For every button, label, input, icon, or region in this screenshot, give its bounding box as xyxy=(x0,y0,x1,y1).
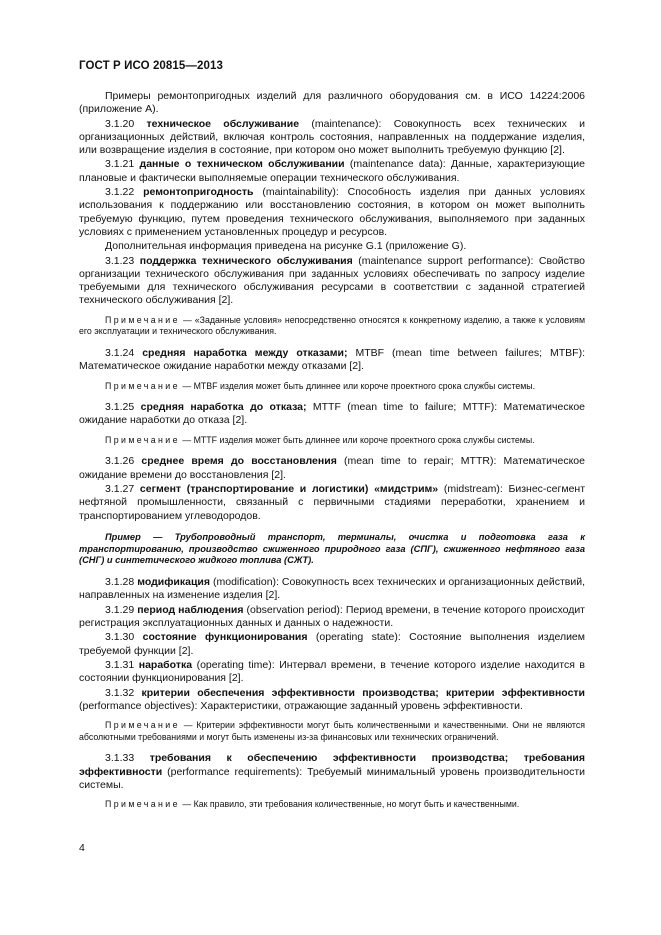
term-3-1-31 xyxy=(79,659,585,686)
term-3-1-27 xyxy=(79,483,585,523)
page-number: 4 xyxy=(79,842,85,854)
term-definition: (performance requirements): Требуемый минимальный уровень производительности системы. xyxy=(79,765,585,791)
term-number: 3.1.22 xyxy=(105,186,135,199)
term-title: данные о техническом обслуживании xyxy=(139,158,345,171)
term-definition: MTTF (mean time to failure; MTTF): Математическое ожидание наработки до отказа [2]. xyxy=(79,401,585,427)
term-title: модификация xyxy=(137,576,211,589)
document-body xyxy=(79,90,585,820)
term-number: 3.1.23 xyxy=(105,254,135,267)
term-3-1-29 xyxy=(79,604,585,631)
term-number: 3.1.21 xyxy=(105,158,135,171)
term-number: 3.1.26 xyxy=(105,455,135,468)
note-3-1-23 xyxy=(79,315,585,338)
term-definition: MTBF (mean time between failures; MTBF): Математическое ожидание наработки между отказами [2]. xyxy=(79,346,585,373)
term-3-1-33 xyxy=(79,752,585,792)
term-title: период наблюдения xyxy=(137,603,244,616)
term-definition: (maintenance support performance): Свойство организации технического обслуживания при заданных условиях обеспечивать по запросу изделие требуемыми для технического обслуживания ресурсами в соответствии с заданной стратегией технического обслуживания [2]. xyxy=(79,254,586,307)
term-number: 3.1.25 xyxy=(105,401,135,414)
term-3-1-24 xyxy=(79,347,585,374)
note-text: — MTBF изделия может быть длиннее или короче проектного срока службы системы. xyxy=(179,380,536,391)
term-number: 3.1.31 xyxy=(105,658,135,671)
term-title: состояние функционирования xyxy=(142,631,308,644)
term-title: средняя наработка до отказа; xyxy=(140,401,307,414)
note-label: Примечание xyxy=(105,720,180,731)
note-label: Примечание xyxy=(105,799,180,810)
term-definition: (maintenance): Совокупность всех технических и организационных действий, включая контроль состояния, направленных на поддержание изделия, или возвращение изделия в состояние, при котором оно может выполнить требуемую функцию [2]. xyxy=(79,117,586,157)
term-number: 3.1.20 xyxy=(105,117,135,130)
note-3-1-33 xyxy=(79,799,585,811)
term-definition: (observation period): Период времени, в течение которого происходит регистрация эксплуатационных данных и данных о надежности. xyxy=(79,603,585,630)
term-3-1-22 xyxy=(79,186,585,239)
term-3-1-26 xyxy=(79,455,585,482)
standard-header: ГОСТ Р ИСО 20815—2013 xyxy=(79,60,224,72)
example-label: Пример xyxy=(105,531,141,542)
term-title: средняя наработка между отказами; xyxy=(142,346,348,359)
term-number: 3.1.33 xyxy=(105,752,135,765)
term-title: техническое обслуживание xyxy=(146,117,300,130)
term-number: 3.1.28 xyxy=(105,576,135,589)
note-3-1-24 xyxy=(79,381,585,393)
note-label: Примечание xyxy=(105,434,180,445)
term-3-1-25 xyxy=(79,401,585,428)
term-number: 3.1.32 xyxy=(105,686,135,699)
term-number: 3.1.30 xyxy=(105,631,135,644)
term-3-1-21 xyxy=(79,158,585,185)
term-3-1-20 xyxy=(79,118,585,158)
term-definition: (mean time to repair; MTTR): Математическое ожидание времени до восстановления [2]. xyxy=(79,455,585,481)
term-definition: (maintenance data): Данные, характеризующие плановые и фактически выполняемые операции технического обслуживания. xyxy=(79,158,585,184)
term-3-1-32 xyxy=(79,687,585,714)
note-3-1-25 xyxy=(79,435,585,447)
example-3-1-27 xyxy=(79,532,585,567)
note-label: Примечание xyxy=(105,314,180,325)
term-number: 3.1.27 xyxy=(105,482,135,495)
term-definition: (operating state): Состояние выполнения изделием требуемой функции [2]. xyxy=(79,631,585,657)
term-definition: (modification): Совокупность всех технических и организационных действий, направленных на изменение изделия [2]. xyxy=(79,576,585,602)
note-3-1-32 xyxy=(79,720,585,743)
example-text: — Трубопроводный транспорт, терминалы, очистка и подготовка газа к транспортированию, производство сжиженного природного газа (СПГ), сжиженного нефтяного газа (СНГ) и синтетического жидкого топлива (СЖТ). xyxy=(79,531,585,566)
term-title: среднее время до восстановления xyxy=(141,455,337,468)
term-definition: (midstream): Бизнес-сегмент нефтяной промышленности, связанный с первичными стадиями переработки, хранением и транспортированием углеводородов. xyxy=(79,482,586,522)
note-text: — Критерии эффективности могут быть количественными и качественными. Они не являются абсолютными требованиями и могут быть изменены из-за финансовых или технических ограничений. xyxy=(79,720,585,742)
note-label: Примечание xyxy=(105,380,180,391)
term-definition: (maintainability): Способность изделия при данных условиях использования к поддержанию или восстановлению состояния, в котором он может выполнить требуемую функцию, путем проведения технического обслуживания, выполняемого при заданных условиях с применением установленных процедур и ресурсов. xyxy=(79,186,585,238)
term-number: 3.1.24 xyxy=(105,346,135,359)
term-3-1-30 xyxy=(79,631,585,658)
term-title: критерии обеспечения эффективности производства; критерии эффективности xyxy=(141,686,586,699)
term-title: ремонтопригодность xyxy=(143,186,254,199)
term-title: требования к обеспечению эффективности производства; требования эффективности xyxy=(79,752,585,778)
note-text: — «Заданные условия» непосредственно относятся к конкретному изделию, а также к условиям его эксплуатации и технического обслуживания. xyxy=(79,314,585,337)
extra-info-paragraph: Дополнительная информация приведена на рисунке G.1 (приложение G). xyxy=(105,240,467,253)
term-3-1-28 xyxy=(79,576,585,603)
term-definition: (operating time): Интервал времени, в течение которого изделие находится в состоянии функционирования [2]. xyxy=(79,658,586,685)
term-definition: (performance objectives): Характеристики, отражающие заданный уровень эффективности. xyxy=(79,699,523,712)
note-text: — MTTF изделия может быть длиннее или короче проектного срока службы системы. xyxy=(179,434,535,445)
term-title: наработка xyxy=(138,658,193,671)
term-number: 3.1.29 xyxy=(105,603,135,616)
term-title: поддержка технического обслуживания xyxy=(139,254,353,267)
term-3-1-23 xyxy=(79,255,585,308)
intro-paragraph: Примеры ремонтопригодных изделий для различного оборудования см. в ИСО 14224:2006 (приложение А). xyxy=(79,90,585,116)
note-text: — Как правило, эти требования количественные, но могут быть и качественными. xyxy=(179,799,520,810)
term-title: сегмент (транспортирование и логистики) «мидстрим» xyxy=(139,482,439,495)
